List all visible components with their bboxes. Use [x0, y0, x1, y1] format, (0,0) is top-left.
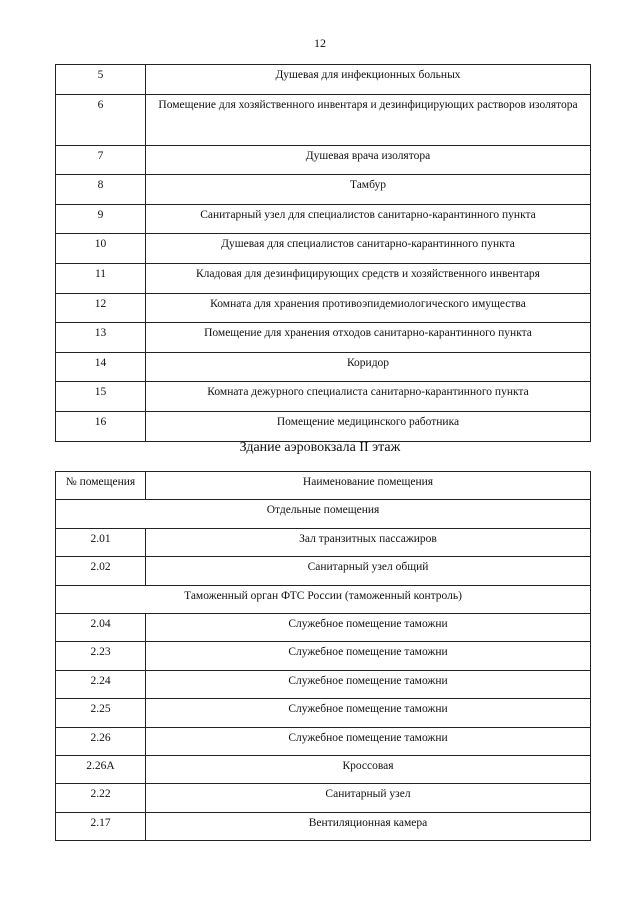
- room-name-cell: Санитарный узел: [146, 784, 591, 812]
- group-title: Отдельные помещения: [56, 500, 591, 528]
- room-name-cell: Кладовая для дезинфицирующих средств и хозяйственного инвентаря: [146, 263, 591, 293]
- room-number-cell: 2.04: [56, 613, 146, 641]
- room-name-cell: Комната для хранения противоэпидемиологического имущества: [146, 293, 591, 323]
- room-number-cell: 2.26: [56, 727, 146, 755]
- table-row: [56, 613, 591, 641]
- room-number-cell: 5: [56, 65, 146, 95]
- room-number-cell: 13: [56, 323, 146, 353]
- room-number-cell: 8: [56, 175, 146, 205]
- room-name-cell: Кроссовая: [146, 755, 591, 783]
- table-row: [56, 411, 591, 441]
- table-row: [56, 204, 591, 234]
- room-name-cell: Служебное помещение таможни: [146, 613, 591, 641]
- table-row: [56, 755, 591, 783]
- room-number-cell: 2.26А: [56, 755, 146, 783]
- room-number-cell: 2.22: [56, 784, 146, 812]
- room-number-cell: 9: [56, 204, 146, 234]
- table-row: [56, 784, 591, 812]
- room-number-cell: 2.01: [56, 528, 146, 556]
- room-name-cell: Душевая для инфекционных больных: [146, 65, 591, 95]
- table-row: [56, 65, 591, 95]
- table-row: [56, 352, 591, 382]
- room-name-cell: Служебное помещение таможни: [146, 670, 591, 698]
- room-name-cell: Помещение для хранения отходов санитарно-карантинного пункта: [146, 323, 591, 353]
- column-header-name: Наименование помещения: [146, 472, 591, 500]
- room-name-cell: Зал транзитных пассажиров: [146, 528, 591, 556]
- second-floor-rooms-table: [55, 471, 591, 841]
- room-name-cell: Тамбур: [146, 175, 591, 205]
- room-name-cell: Вентиляционная камера: [146, 812, 591, 840]
- room-name-cell: Помещение медицинского работника: [146, 411, 591, 441]
- table-row: [56, 670, 591, 698]
- table-row: [56, 557, 591, 585]
- room-number-cell: 10: [56, 234, 146, 264]
- room-number-cell: 15: [56, 382, 146, 412]
- page-number: 12: [314, 36, 326, 50]
- room-name-cell: Комната дежурного специалиста санитарно-карантинного пункта: [146, 382, 591, 412]
- table-row: [56, 382, 591, 412]
- room-name-cell: Служебное помещение таможни: [146, 642, 591, 670]
- table-header-row: [56, 472, 591, 500]
- section-title: Здание аэровокзала II этаж: [239, 440, 401, 455]
- table-row: [56, 293, 591, 323]
- room-name-cell: Душевая для специалистов санитарно-карантинного пункта: [146, 234, 591, 264]
- table-row: [56, 323, 591, 353]
- room-number-cell: 12: [56, 293, 146, 323]
- second-floor-table-body: [56, 472, 591, 841]
- room-name-cell: Душевая врача изолятора: [146, 145, 591, 175]
- table-row: [56, 145, 591, 175]
- group-row: [56, 585, 591, 613]
- column-header-number: № помещения: [56, 472, 146, 500]
- room-number-cell: 6: [56, 94, 146, 145]
- room-name-cell: Служебное помещение таможни: [146, 699, 591, 727]
- rooms-table-continued: [55, 64, 591, 442]
- table-row: [56, 528, 591, 556]
- table-row: [56, 234, 591, 264]
- rooms-table-body: [56, 65, 591, 442]
- table-row: [56, 699, 591, 727]
- table-row: [56, 263, 591, 293]
- room-number-cell: 2.17: [56, 812, 146, 840]
- table-row: [56, 94, 591, 145]
- table-row: [56, 642, 591, 670]
- room-number-cell: 11: [56, 263, 146, 293]
- room-number-cell: 2.02: [56, 557, 146, 585]
- table-row: [56, 727, 591, 755]
- table-row: [56, 175, 591, 205]
- room-number-cell: 14: [56, 352, 146, 382]
- table-row: [56, 812, 591, 840]
- room-name-cell: Санитарный узел для специалистов санитарно-карантинного пункта: [146, 204, 591, 234]
- room-number-cell: 16: [56, 411, 146, 441]
- room-number-cell: 2.25: [56, 699, 146, 727]
- room-number-cell: 2.23: [56, 642, 146, 670]
- room-name-cell: Санитарный узел общий: [146, 557, 591, 585]
- room-name-cell: Служебное помещение таможни: [146, 727, 591, 755]
- group-title: Таможенный орган ФТС России (таможенный контроль): [56, 585, 591, 613]
- group-row: [56, 500, 591, 528]
- room-number-cell: 7: [56, 145, 146, 175]
- room-name-cell: Коридор: [146, 352, 591, 382]
- room-name-cell: Помещение для хозяйственного инвентаря и дезинфицирующих растворов изолятора: [146, 94, 591, 145]
- room-number-cell: 2.24: [56, 670, 146, 698]
